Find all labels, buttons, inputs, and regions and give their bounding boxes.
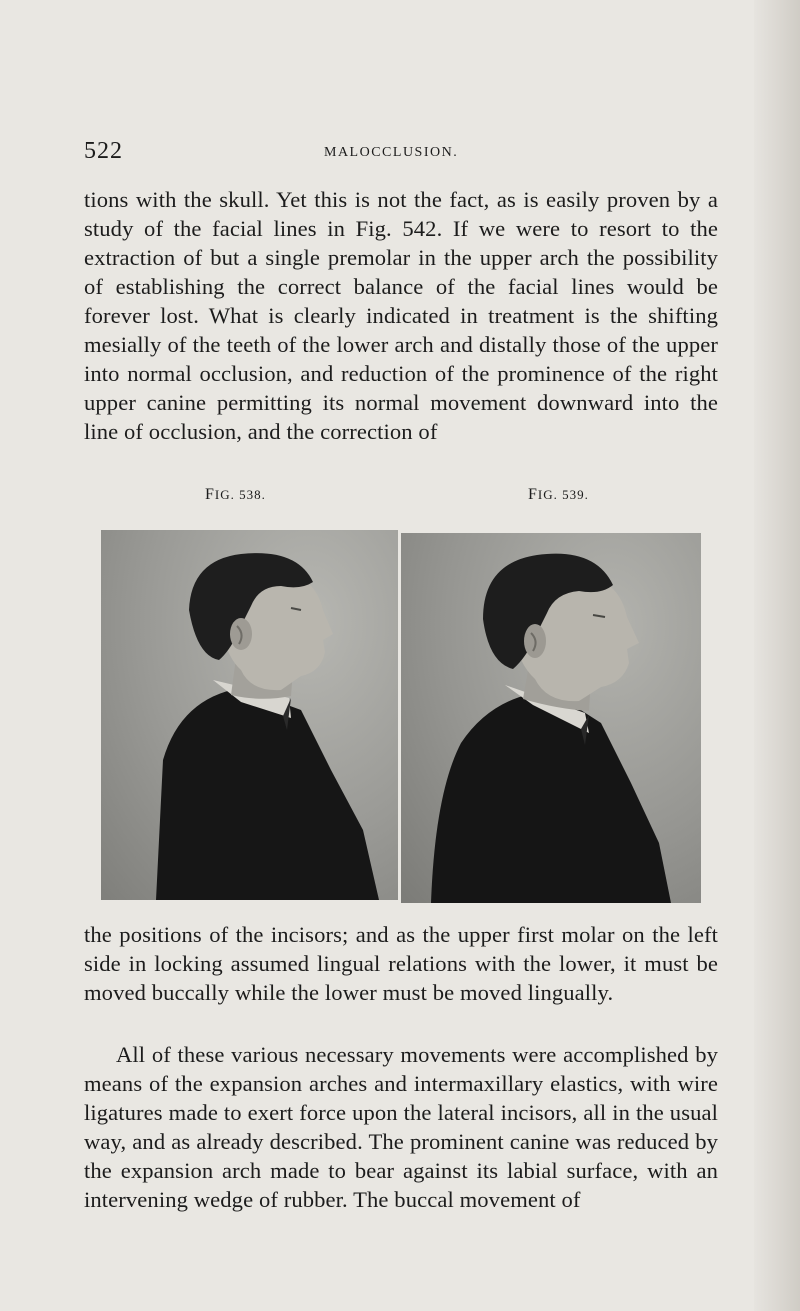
body-paragraph-3: All of these various necessary movements were accomplished by means of the expansion arches and intermaxillary elastics, with wire ligatures made to exert force upon the lateral incisors, all in the usual way, and as already described. The prominent canine was reduced by the expansion arch made to bear against its labial surface, with an intervening wedge of rubber. The buccal movement of [84, 1042, 718, 1212]
profile-portrait-539 [401, 533, 701, 903]
caption-initial: F [205, 486, 215, 503]
profile-portrait-538 [101, 530, 398, 900]
caption-initial: F [528, 486, 538, 503]
caption-text: IG. 538. [214, 487, 266, 502]
page-header [84, 138, 724, 172]
caption-text: IG. 539. [537, 487, 589, 502]
figure-539-photo [401, 533, 701, 903]
running-head: MALOCCLUSION. [324, 145, 459, 160]
figure-caption-538 [205, 486, 266, 504]
figure-538-photo [101, 530, 398, 900]
page-number: 522 [84, 138, 123, 164]
figure-caption-539 [528, 486, 589, 504]
page-edge-shadow [754, 0, 800, 1311]
body-paragraph-2: the positions of the incisors; and as the upper first molar on the left side in locking assumed lingual relations with the lower, it must be moved buccally while the lower must be moved lingually. [84, 922, 718, 1005]
body-paragraph-1: tions with the skull. Yet this is not the fact, as is easily proven by a study of the facial lines in Fig. 542. If we were to resort to the extraction of but a single premolar in the upper arch the possibility of establishing the correct balance of the facial lines would be forever lost. What is clearly indicated in treatment is the shifting mesially of the teeth of the lower arch and distally those of the upper into normal occlusion, and reduction of the prominence of the right upper canine permitting its normal movement downward into the line of occlusion, and the correction of [84, 187, 718, 444]
